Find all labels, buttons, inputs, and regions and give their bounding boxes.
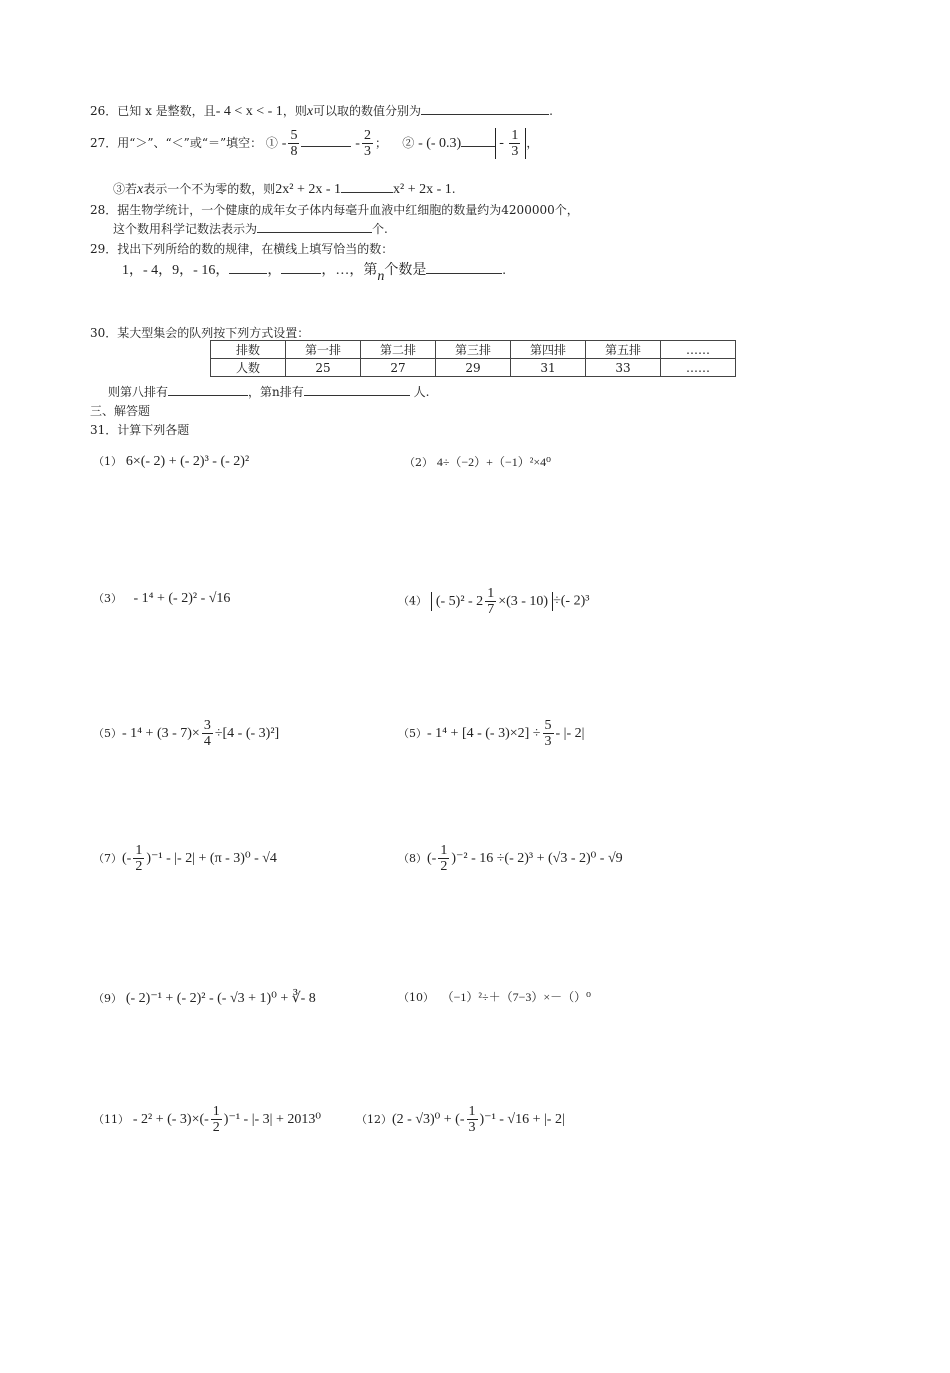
question-number: 29． [90,242,118,256]
problem-5: （5）- 1⁴ + (3 - 7)× $\frac{3}{4}$ ÷[4 - (- 3)²] [93,718,280,749]
answer-blank[interactable] [257,220,372,233]
question-number: 27． [90,136,118,150]
question-26: 26．已知 x 是整数，且- 4 < x < - 1，则x可以取的数值分别为 . [90,104,553,119]
answer-blank[interactable] [341,180,393,193]
fraction: $\frac{1}{2}$ [440,843,448,874]
question-29: 29．找出下列所给的数的规律，在横线上填写恰当的数： [90,242,394,256]
fraction: $\frac{2}{3}$ [363,128,371,159]
question-number: 26． [90,104,118,118]
fraction: $\frac{1}{2}$ [135,843,143,874]
question-number: 28． [90,203,118,217]
answer-blank[interactable] [461,134,495,147]
problem-9: （9） (- 2)⁻¹ + (- 2)² - (- √3 + 1)⁰ + ∛- 8 [93,991,316,1006]
answer-blank[interactable] [301,134,351,147]
table-row: 排数 第一排 第二排 第三排 第四排 第五排 …… [211,341,736,359]
fraction: $\frac{5}{8}$ [290,128,298,159]
problem-3: （3） - 1⁴ + (- 2)² - √16 [93,591,231,606]
fraction: $\frac{1}{2}$ [212,1104,220,1135]
question-27: 27．用“＞”、“＜”或“＝”填空： ① - $\frac{5}{8}$ - $\frac{2}{3}$ ； ② - (- 0.3) - $\frac{1}{3}$ ， [90,128,539,160]
question-30: 30．某大型集会的队列按下列方式设置： [90,326,310,340]
answer-blank[interactable] [421,102,549,115]
problem-8: （8）(- $\frac{1}{2}$ )⁻² - 16 ÷(- 2)³ + (√3 - 2)⁰ - √9 [398,843,623,874]
table-row: 人数 25 27 29 31 33 …… [211,359,736,377]
question-28-line2: 这个数用科学记数法表示为 个. [113,222,388,236]
section-heading: 三、解答题 [90,404,151,418]
question-30-answer: 则第八排有 ，第n排有 人. [108,385,430,399]
problem-2: （2） 4÷（−2）+（−1）²×4⁰ [404,455,551,469]
question-27-part3: ③若x表示一个不为零的数，则2x² + 2x - 1 x² + 2x - 1. [113,182,456,197]
answer-blank[interactable] [304,383,410,396]
question-number: 30． [90,326,118,340]
problem-1: （1） 6×(- 2) + (- 2)³ - (- 2)² [93,454,250,469]
answer-blank[interactable] [281,261,321,274]
fraction: $\frac{1}{7}$ [487,586,495,617]
problem-4: （4） (- 5)² - 2 $\frac{1}{7}$ ×(3 - 10) ÷(- 2)³ [398,586,590,617]
rows-table [210,340,736,377]
absolute-value: - $\frac{1}{3}$ [495,128,526,159]
problem-10: （10） （−1）²÷＋（7−3）×－（）⁰ [398,990,591,1004]
question-31: 31．计算下列各题 [90,423,190,437]
answer-blank[interactable] [426,261,502,274]
fraction: $\frac{3}{4}$ [203,718,211,749]
answer-blank[interactable] [229,261,267,274]
answer-blank[interactable] [168,383,248,396]
question-29-sequence: 1，- 4，9，- 16， ， ，…，第n个数是 . [122,263,506,284]
question-28: 28．据生物学统计，一个健康的成年女子体内每毫升血液中红细胞的数量约为4200000个， [90,203,579,217]
fraction: $\frac{5}{3}$ [544,718,552,749]
problem-7: （7）(- $\frac{1}{2}$ )⁻¹ - |- 2| + (π - 3)⁰ - √4 [93,843,277,874]
problem-6: （5）- 1⁴ + [4 - (- 3)×2] ÷ $\frac{5}{3}$ - |- 2| [398,718,585,749]
question-number: 31． [90,423,118,437]
fraction: $\frac{1}{3}$ [468,1104,476,1135]
problem-11: （11） - 2² + (- 3)×(- $\frac{1}{2}$ )⁻¹ - |- 3| + 2013⁰ [93,1104,321,1135]
problem-12: （12）(2 - √3)⁰ + (- $\frac{1}{3}$ )⁻¹ - √16 + |- 2| [356,1104,565,1135]
condition-expression: - 4 < x < - 1 [215,104,283,119]
